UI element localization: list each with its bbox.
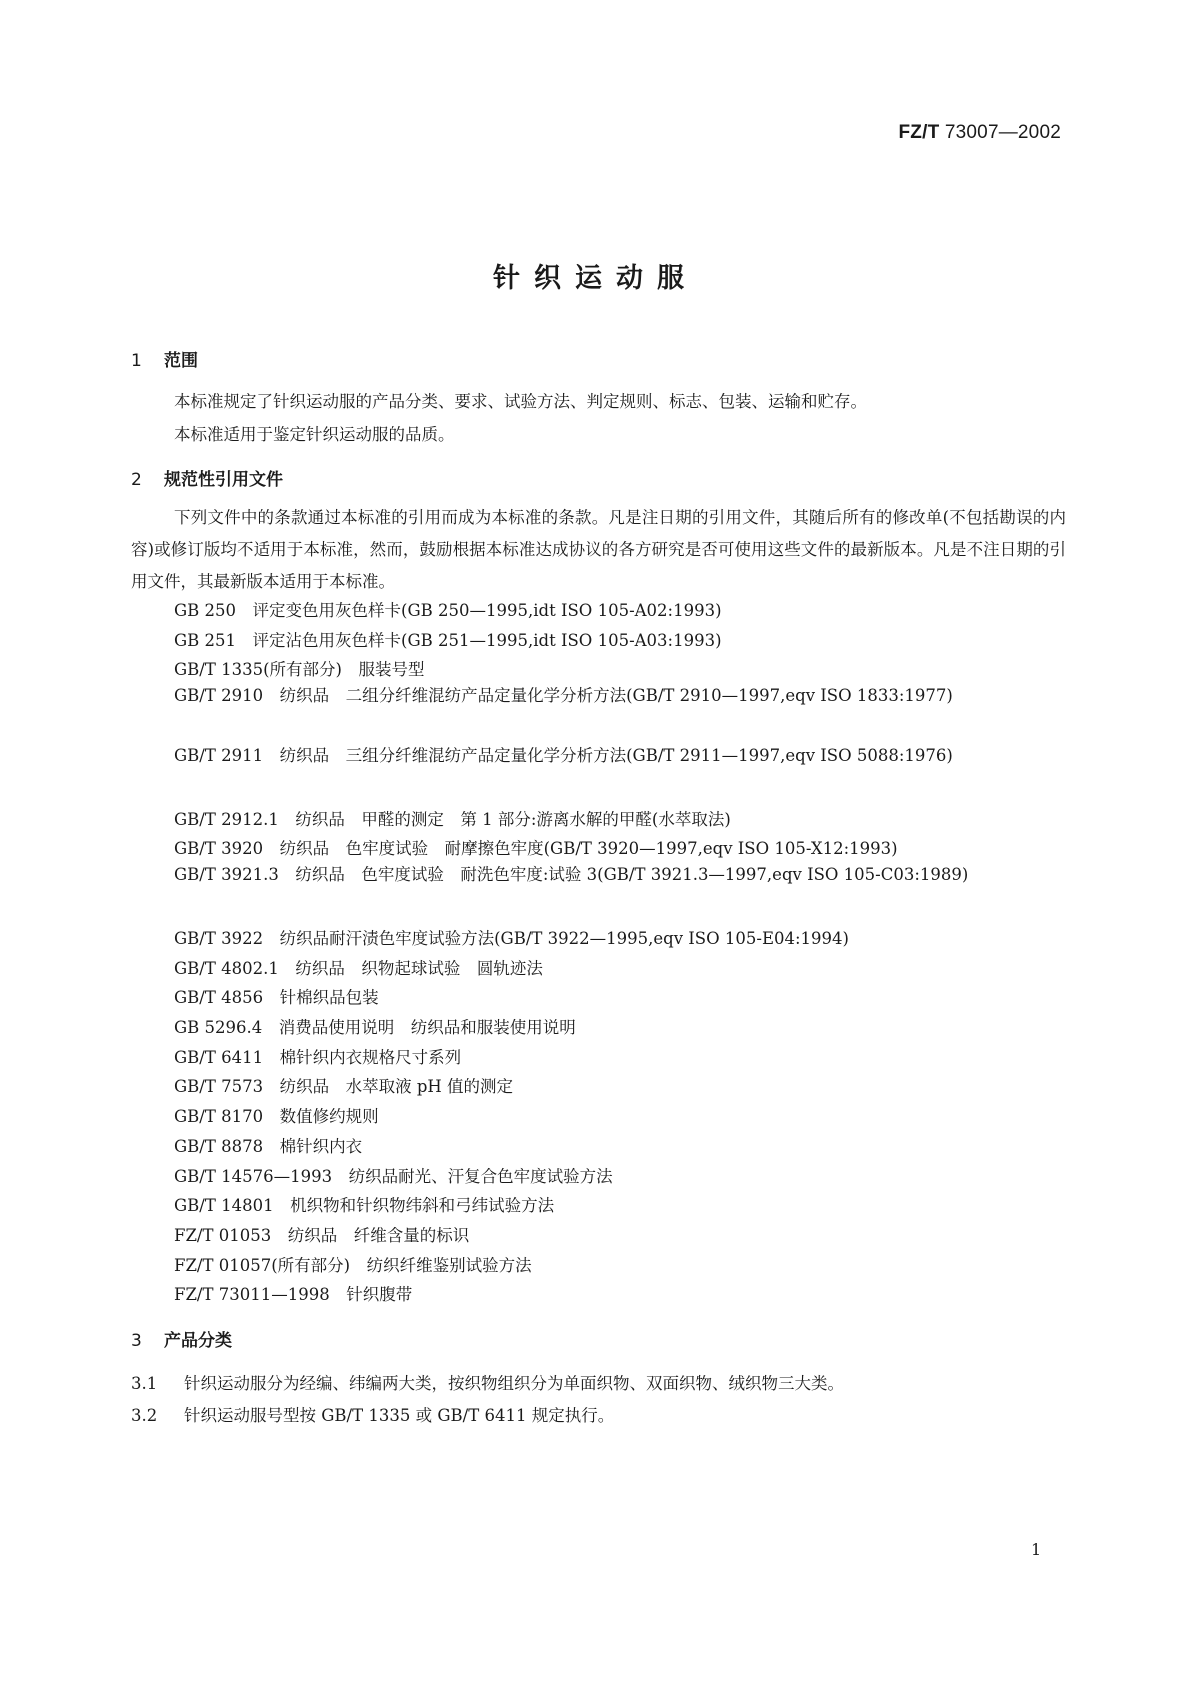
section-title: 规范性引用文件: [164, 470, 283, 490]
reference-item: GB/T 14801 机织物和针织物纬斜和弓纬试验方法: [174, 1196, 555, 1215]
section-1-heading: [131, 346, 198, 371]
reference-item: GB/T 4856 针棉织品包装: [174, 988, 379, 1007]
clause-text: 针织运动服号型按 GB/T 1335 或 GB/T 6411 规定执行。: [184, 1406, 615, 1425]
reference-item: GB/T 14576—1993 纺织品耐光、汗复合色牢度试验方法: [174, 1167, 613, 1186]
reference-item: FZ/T 73011—1998 针织腹带: [174, 1285, 413, 1304]
clause-text: 针织运动服分为经编、纬编两大类，按织物组织分为单面织物、双面织物、绒织物三大类。: [184, 1374, 844, 1393]
standard-code-prefix: FZ/T: [898, 122, 940, 143]
section-1-line: 本标准规定了针织运动服的产品分类、要求、试验方法、判定规则、标志、包装、运输和贮存。: [174, 392, 867, 411]
section-title: 产品分类: [164, 1331, 232, 1351]
reference-item: GB/T 1335(所有部分) 服装号型: [174, 660, 425, 679]
reference-item: GB/T 8170 数值修约规则: [174, 1107, 379, 1126]
reference-item: GB/T 3920 纺织品 色牢度试验 耐摩擦色牢度(GB/T 3920—1997,eqv ISO 105-X12:1993): [174, 839, 898, 858]
clause-number: 3.1: [131, 1374, 158, 1393]
section-number: 2: [131, 470, 142, 490]
clause-number: 3.2: [131, 1406, 158, 1425]
document-title: 针织运动服: [493, 263, 698, 294]
reference-item: FZ/T 01053 纺织品 纤维含量的标识: [174, 1226, 470, 1245]
section-2-intro: 下列文件中的条款通过本标准的引用而成为本标准的条款。凡是注日期的引用文件，其随后所有的修改单(不包括勘误的内容)或修订版均不适用于本标准，然而，鼓励根据本标准达成协议的各方研究是否可使用这些文件的最新版本。凡是不注日期的引用文件，其最新版本适用于本标准。: [131, 508, 1066, 591]
reference-item: GB/T 2912.1 纺织品 甲醛的测定 第 1 部分:游离水解的甲醛(水萃取法): [174, 810, 731, 829]
clause-3-2: [131, 1402, 614, 1426]
reference-item: FZ/T 01057(所有部分) 纺织纤维鉴别试验方法: [174, 1256, 532, 1275]
reference-item: GB 5296.4 消费品使用说明 纺织品和服装使用说明: [174, 1018, 576, 1037]
reference-item: GB/T 3921.3 纺织品 色牢度试验 耐洗色牢度:试验 3(GB/T 3921.3—1997,eqv ISO 105-C03:1989): [174, 865, 969, 884]
section-2-heading: [131, 465, 283, 490]
standard-code-number: 73007—2002: [939, 122, 1061, 143]
reference-item: GB/T 2911 纺织品 三组分纤维混纺产品定量化学分析方法(GB/T 2911—1997,eqv ISO 5088:1976): [174, 746, 953, 765]
reference-item: GB/T 2910 纺织品 二组分纤维混纺产品定量化学分析方法(GB/T 2910—1997,eqv ISO 1833:1977): [174, 686, 953, 705]
section-number: 3: [131, 1331, 142, 1351]
reference-item: GB/T 8878 棉针织内衣: [174, 1137, 363, 1156]
reference-item: GB/T 6411 棉针织内衣规格尺寸系列: [174, 1048, 462, 1067]
reference-item: GB 250 评定变色用灰色样卡(GB 250—1995,idt ISO 105-A02:1993): [174, 601, 722, 620]
reference-item: GB/T 3922 纺织品耐汗渍色牢度试验方法(GB/T 3922—1995,eqv ISO 105-E04:1994): [174, 929, 849, 948]
section-3-heading: [131, 1326, 232, 1351]
section-title: 范围: [164, 351, 198, 371]
reference-item: GB 251 评定沾色用灰色样卡(GB 251—1995,idt ISO 105-A03:1993): [174, 631, 722, 650]
reference-item: GB/T 4802.1 纺织品 织物起球试验 圆轨迹法: [174, 959, 543, 978]
section-1-line: 本标准适用于鉴定针织运动服的品质。: [174, 425, 455, 444]
reference-item: GB/T 7573 纺织品 水萃取液 pH 值的测定: [174, 1077, 514, 1096]
standard-code: [899, 122, 1062, 144]
page-number: 1: [1031, 1540, 1042, 1559]
clause-3-1: [131, 1370, 844, 1394]
section-number: 1: [131, 351, 142, 371]
